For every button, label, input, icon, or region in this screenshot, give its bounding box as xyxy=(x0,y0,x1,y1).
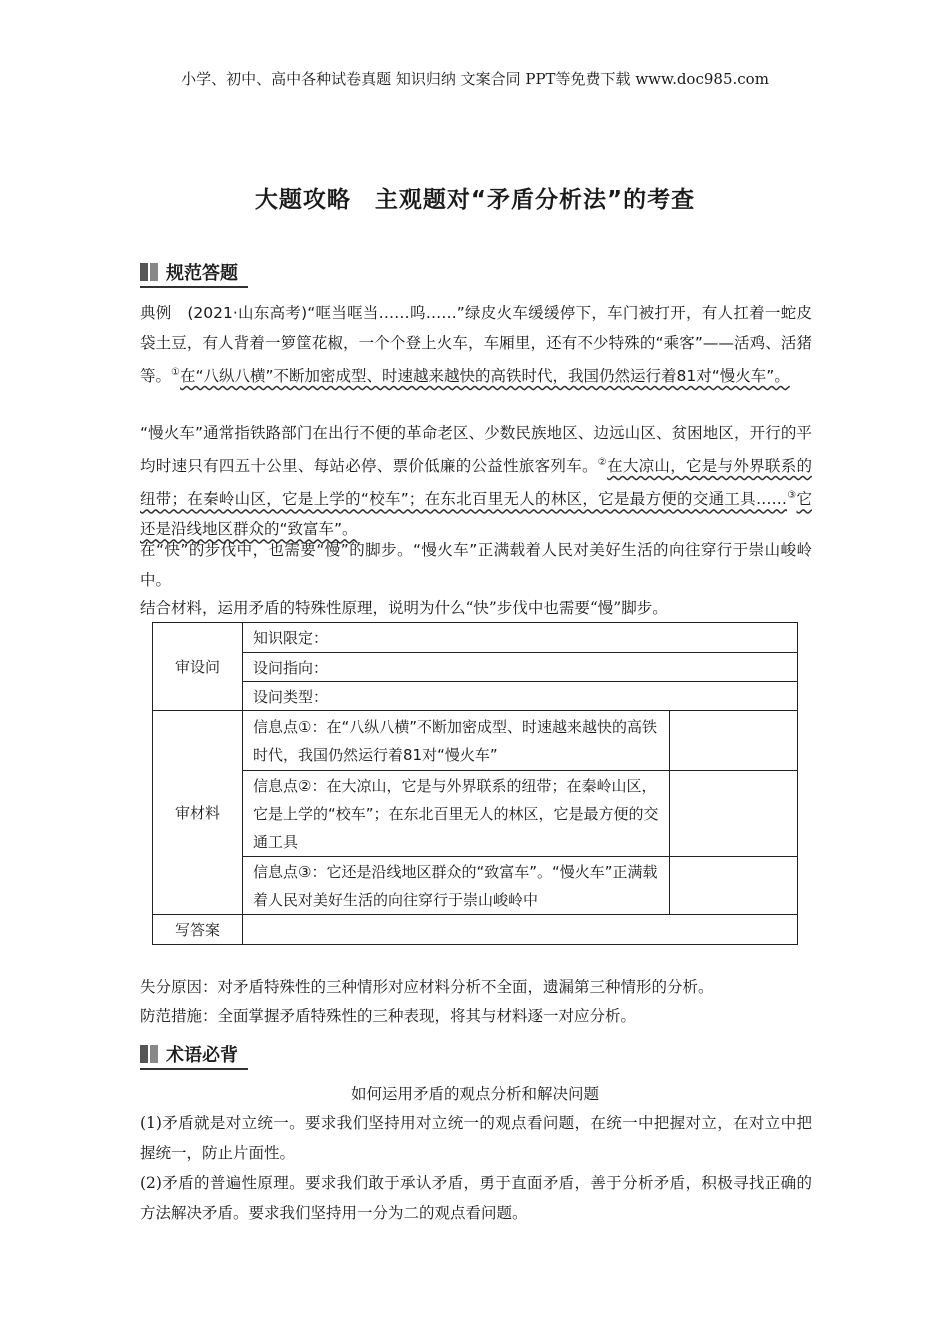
section-terms xyxy=(140,1040,248,1070)
example-text: “慢火车”通常指铁路部门在出行不便的革命老区、少数民族地区、边远山区、贫困地区，开行的平均时速只有四五十公里、每站必停、票价低廉的公益性旅客列车。 xyxy=(140,424,812,476)
info-point-3: 信息点③：它还是沿线地区群众的“致富车”。“慢火车”正满载着人民对美好生活的向往穿行于崇山峻岭中 xyxy=(243,857,670,915)
term-2: (2)矛盾的普遍性原理。要求我们敢于承认矛盾，勇于直面矛盾，善于分析矛盾，积极寻找正确的方法解决矛盾。要求我们坚持用一分为二的观点看问题。 xyxy=(140,1174,812,1222)
row-label: 写答案 xyxy=(153,915,243,945)
answer-cell xyxy=(670,857,798,915)
cell-type: 设问类型： xyxy=(243,682,798,711)
answer-cell xyxy=(670,771,798,857)
marker-3: ③ xyxy=(786,490,797,502)
terms-subtitle: 如何运用矛盾的观点分析和解决问题 xyxy=(350,1085,599,1103)
cell-knowledge: 知识限定： xyxy=(243,623,798,653)
prevention: 防范措施：全面掌握矛盾特殊性的三种表现，将其与材料逐一对应分析。 xyxy=(140,1007,637,1025)
section-title: 术语必背 xyxy=(166,1045,238,1066)
example-paragraph-1 xyxy=(140,298,812,391)
cell-direction: 设问指向： xyxy=(243,653,798,682)
section-standard-answer xyxy=(140,258,248,288)
info-point-1: 信息点①：在“八纵八横”不断加密成型、时速越来越快的高铁时代，我国仍然运行着81对“慢火车” xyxy=(243,711,670,771)
example-paragraph-2 xyxy=(140,418,812,544)
row-label: 审设问 xyxy=(153,623,243,711)
section-marker-icon xyxy=(140,1045,158,1063)
example-text: 典例 (2021·山东高考)“哐当哐当……呜……”绿皮火车缓缓停下，车门被打开，有人扛着一蛇皮袋土豆，有人背着一箩筐花椒，一个个登上火车，车厢里，还有不少特殊的“乘客”——活鸡、活猪等。 xyxy=(140,304,812,386)
term-1: (1)矛盾就是对立统一。要求我们坚持用对立统一的观点看问题，在统一中把握对立，在对立中把握统一，防止片面性。 xyxy=(140,1114,812,1162)
section-title: 规范答题 xyxy=(166,263,238,284)
page-title: 大题攻略 主观题对“矛盾分析法”的考查 xyxy=(254,187,696,213)
analysis-table xyxy=(152,622,798,945)
example-highlight: 在“八纵八横”不断加密成型、时速越来越快的高铁时代，我国仍然运行着81对“慢火车”。 xyxy=(179,367,790,386)
example-paragraph-3: 在“快”的步伐中，也需要“慢”的脚步。“慢火车”正满载着人民对美好生活的向往穿行于崇山峻岭中。 xyxy=(140,541,812,589)
row-label: 审材料 xyxy=(153,711,243,915)
example-highlight: 在大凉山，它是与外界联系的纽带；在秦岭山区，它是上学的“校车”；在东北百里无人的林区，它是最方便的交通工具…… xyxy=(140,457,812,509)
answer-cell xyxy=(670,711,798,771)
info-point-2: 信息点②：在大凉山，它是与外界联系的纽带；在秦岭山区，它是上学的“校车”；在东北百里无人的林区，它是最方便的交通工具 xyxy=(243,771,670,857)
loss-reason: 失分原因：对矛盾特殊性的三种情形对应材料分析不全面，遗漏第三种情形的分析。 xyxy=(140,978,714,996)
page-header: 小学、初中、高中各种试卷真题 知识归纳 文案合同 PPT等免费下载 www.doc985.com xyxy=(181,70,769,88)
marker-1: ① xyxy=(171,367,180,378)
example-highlight: 它还是沿线地区群众的“致富车”。 xyxy=(140,490,812,539)
answer-area xyxy=(243,915,798,945)
question: 结合材料，运用矛盾的特殊性原理，说明为什么“快”步伐中也需要“慢”脚步。 xyxy=(140,599,668,617)
section-marker-icon xyxy=(140,263,158,281)
marker-2: ② xyxy=(597,457,608,468)
